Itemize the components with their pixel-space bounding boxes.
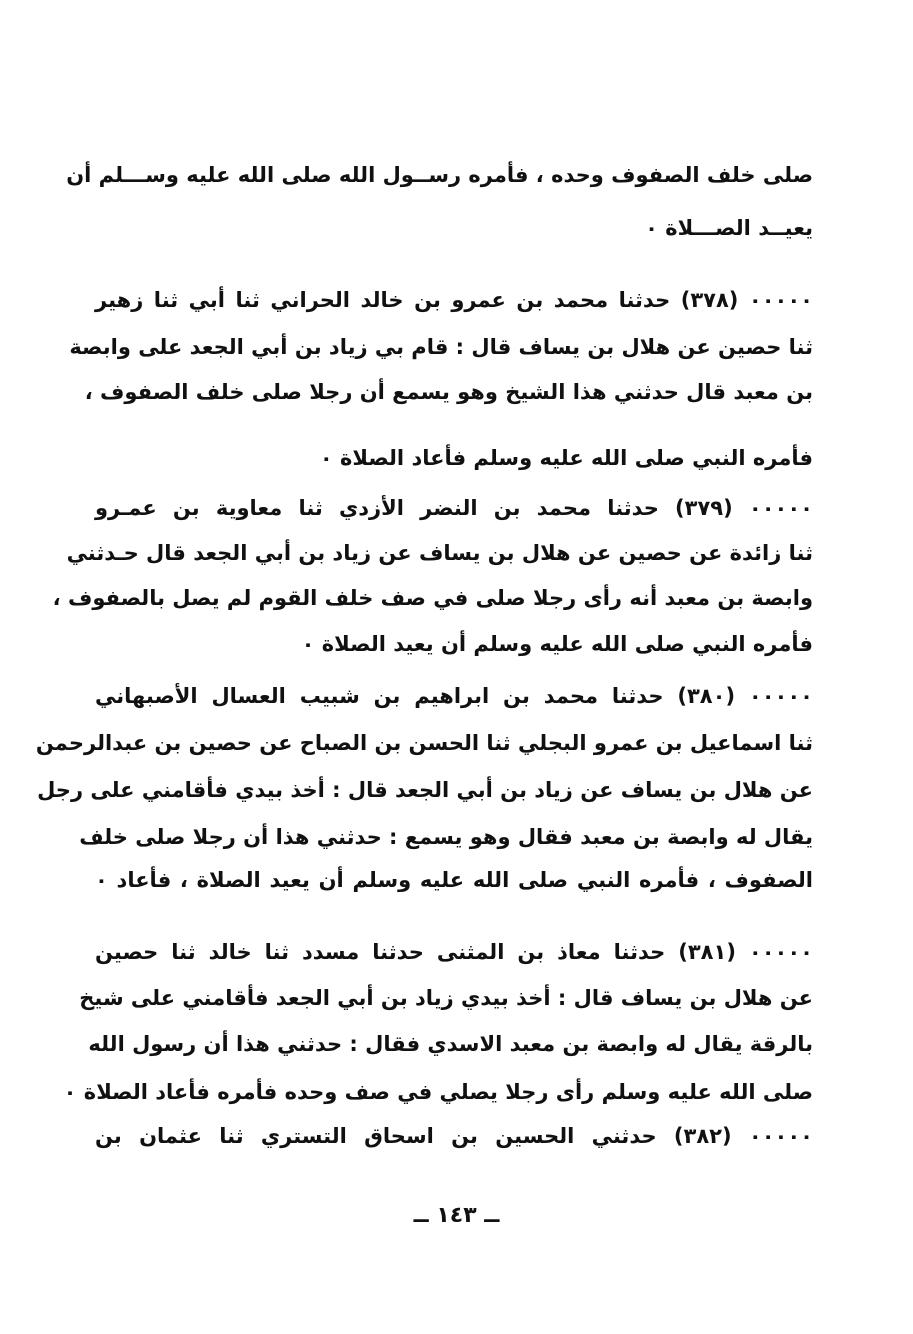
- text-line: فأمره النبي صلى الله عليه وسلم أن يعيد الصلاة ٠: [301, 632, 813, 656]
- text-line: بن معبد قال حدثني هذا الشيخ وهو يسمع أن رجلا صلى خلف الصفوف ،: [84, 380, 813, 404]
- text-line: بالرقة يقال له وابصة بن معبد الاسدي فقال : حدثني هذا أن رسول الله: [88, 1032, 813, 1056]
- text-line: يقال له وابصة بن معبد فقال وهو يسمع : حدثني هذا أن رجلا صلى خلف: [79, 825, 813, 849]
- text-line: يعيــد الصـــلاة ٠: [645, 216, 813, 240]
- hadith-379-heading: ٠٠٠٠٠ (٣٧٩) حدثنا محمد بن النضر الأزدي ثنا معاوية بن عمـرو: [95, 496, 813, 520]
- hadith-378-heading: ٠٠٠٠٠ (٣٧٨) حدثنا محمد بن عمرو بن خالد الحراني ثنا أبي ثنا زهير: [95, 288, 813, 312]
- text-line: عن هلال بن يساف عن زياد بن أبي الجعد قال : أخذ بيدي فأقامني على رجل: [37, 778, 813, 802]
- page-number: ــ ١٤٣ ــ: [413, 1203, 500, 1228]
- text-line: ثنا اسماعيل بن عمرو البجلي ثنا الحسن بن الصباح عن حصين بن عبدالرحمن: [35, 731, 813, 755]
- text-line: عن هلال بن يساف قال : أخذ بيدي زياد بن أبي الجعد فأقامني على شيخ: [79, 986, 813, 1010]
- text-line: الصفوف ، فأمره النبي صلى الله عليه وسلم أن يعيد الصلاة ، فأعاد ٠: [95, 868, 813, 892]
- text-line: صلى خلف الصفوف وحده ، فأمره رســول الله صلى الله عليه وســـلم أن: [66, 163, 813, 187]
- text-line: وابصة بن معبد أنه رأى رجلا صلى في صف خلف القوم لم يصل بالصفوف ،: [52, 586, 813, 610]
- hadith-382-heading: ٠٠٠٠٠ (٣٨٢) حدثني الحسين بن اسحاق التستري ثنا عثمان بن: [95, 1124, 813, 1148]
- hadith-381-heading: ٠٠٠٠٠ (٣٨١) حدثنا معاذ بن المثنى حدثنا مسدد ثنا خالد ثنا حصين: [95, 940, 813, 964]
- text-line: ثنا حصين عن هلال بن يساف قال : قام بي زياد بن أبي الجعد على وابصة: [69, 335, 813, 359]
- text-line: صلى الله عليه وسلم رأى رجلا يصلي في صف وحده فأمره فأعاد الصلاة ٠: [63, 1080, 813, 1104]
- text-line: ثنا زائدة عن حصين عن هلال بن يساف عن زياد بن أبي الجعد قال حـدثني: [66, 541, 813, 565]
- hadith-380-heading: ٠٠٠٠٠ (٣٨٠) حدثنا محمد بن ابراهيم بن شبيب العسال الأصبهاني: [95, 684, 813, 708]
- text-line: فأمره النبي صلى الله عليه وسلم فأعاد الصلاة ٠: [319, 446, 813, 470]
